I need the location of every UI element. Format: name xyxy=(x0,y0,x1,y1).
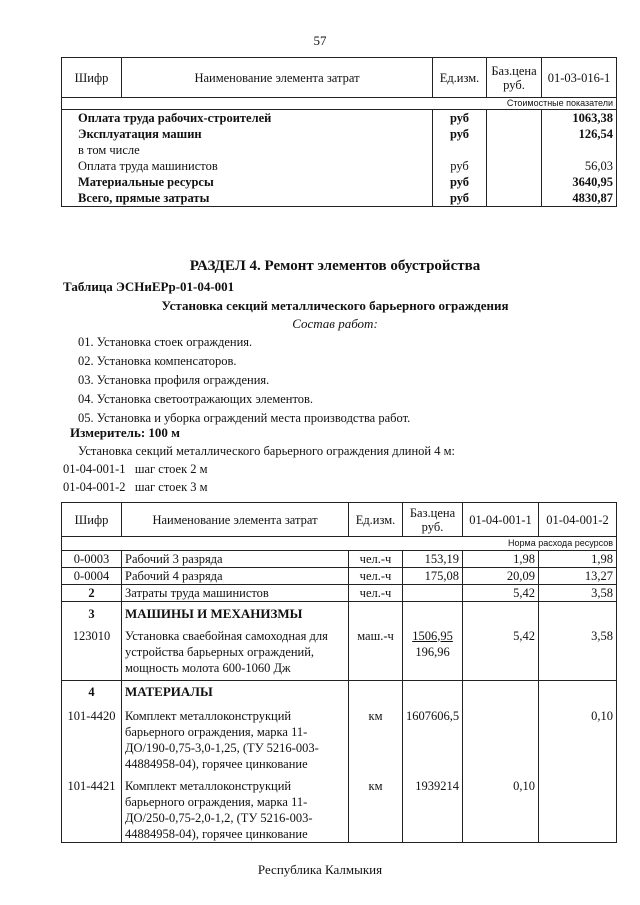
variant-line xyxy=(63,479,208,496)
variant-code: 01-04-001-1 xyxy=(63,462,126,476)
row-code: 123010 xyxy=(62,624,122,681)
row-value-2: 13,27 xyxy=(539,568,617,585)
section-title: РАЗДЕЛ 4. Ремонт элементов обустройства xyxy=(189,258,481,274)
row-name: Комплект металлоконструкций барьерного ограждения, марка 11-ДО/250-0,75-2,0-1,2, (ТУ 5216-003-44884958-04), горячее цинкование xyxy=(122,778,349,843)
row-unit: км xyxy=(349,778,403,843)
table-row-unit: руб xyxy=(433,110,487,127)
row-value-2: 0,10 xyxy=(539,702,617,778)
row-code: 3 xyxy=(62,602,122,624)
col-header-code: Шифр xyxy=(62,503,122,537)
table-title: Установка секций металлического барьерного ограждения xyxy=(161,298,509,313)
work-list xyxy=(78,334,410,427)
table-cell-empty xyxy=(403,680,463,702)
table-section-row xyxy=(62,680,617,702)
work-item: 03. Установка профиля ограждения. xyxy=(78,373,270,387)
table-cell-empty xyxy=(539,602,617,624)
row-price: 153,19 xyxy=(403,551,463,568)
row-code: 4 xyxy=(62,680,122,702)
resource-table xyxy=(61,502,617,843)
col-header-price: Баз.цена руб. xyxy=(403,503,463,537)
table-row xyxy=(62,568,617,585)
col-header-price: Баз.цена руб. xyxy=(487,58,542,98)
table-row xyxy=(62,624,617,681)
page-number: 57 xyxy=(313,33,327,48)
work-item: 05. Установка и уборка ограждений места производства работ. xyxy=(78,411,411,425)
table-row-value: 3640,95 xyxy=(542,174,617,190)
row-value-1 xyxy=(463,702,539,778)
table-row-unit: руб xyxy=(433,158,487,174)
table-row xyxy=(62,778,617,843)
measure: Измеритель: 100 м xyxy=(70,425,181,440)
table-row-value: 1063,38 xyxy=(542,110,617,127)
table-row-value: 126,54 xyxy=(542,126,617,142)
table-row-value: 56,03 xyxy=(542,158,617,174)
table-label: Таблица ЭСНиЕРр-01-04-001 xyxy=(63,279,235,294)
row-name: Рабочий 4 разряда xyxy=(122,568,349,585)
row-price: 1939214 xyxy=(403,778,463,843)
table-cell-empty xyxy=(487,126,542,142)
table-cell-empty xyxy=(463,680,539,702)
table-row-unit: руб xyxy=(433,174,487,190)
row-name: Установка сваебойная самоходная для устройства барьерных ограждений, мощность молота 600-1060 Дж xyxy=(122,624,349,681)
row-unit: маш.-ч xyxy=(349,624,403,681)
table-row xyxy=(62,702,617,778)
table-cell-empty xyxy=(487,190,542,207)
row-value-1: 5,42 xyxy=(463,624,539,681)
row-code: 0-0004 xyxy=(62,568,122,585)
row-value-1: 20,09 xyxy=(463,568,539,585)
row-value-2: 3,58 xyxy=(539,624,617,681)
row-name: Комплект металлоконструкций барьерного ограждения, марка 11-ДО/190-0,75-3,0-1,25, (ТУ 5216-003-44884958-04), горячее цинкование xyxy=(122,702,349,778)
table-cell-empty xyxy=(349,602,403,624)
row-name: МАШИНЫ И МЕХАНИЗМЫ xyxy=(122,602,349,624)
row-value-1: 5,42 xyxy=(463,585,539,602)
work-heading: Состав работ: xyxy=(292,316,378,331)
col-header-ref2: 01-04-001-2 xyxy=(539,503,617,537)
row-value-2: 3,58 xyxy=(539,585,617,602)
table-subheader: Стоимостные показатели xyxy=(62,98,617,110)
row-unit: км xyxy=(349,702,403,778)
col-header-ref1: 01-04-001-1 xyxy=(463,503,539,537)
table-cell-empty xyxy=(349,680,403,702)
row-unit: чел.-ч xyxy=(349,551,403,568)
table-cell-empty xyxy=(463,602,539,624)
table-row-name: Оплата труда рабочих-строителей xyxy=(62,110,433,127)
row-name: Затраты труда машинистов xyxy=(122,585,349,602)
description: Установка секций металлического барьерного ограждения длиной 4 м: xyxy=(78,444,456,458)
table-row-value xyxy=(542,142,617,158)
table-row xyxy=(62,585,617,602)
table-subheader: Норма расхода ресурсов xyxy=(62,537,617,551)
row-name: МАТЕРИАЛЫ xyxy=(122,680,349,702)
row-price: 1506,95 xyxy=(412,628,453,643)
row-price-cell xyxy=(403,624,463,681)
table-cell-empty xyxy=(487,158,542,174)
table-row-name: Эксплуатация машин xyxy=(62,126,433,142)
row-unit: чел.-ч xyxy=(349,568,403,585)
col-header-unit: Ед.изм. xyxy=(433,58,487,98)
work-item: 01. Установка стоек ограждения. xyxy=(78,335,253,349)
row-price: 175,08 xyxy=(403,568,463,585)
table-cell-empty xyxy=(539,680,617,702)
table-cell-empty xyxy=(487,174,542,190)
row-code: 101-4420 xyxy=(62,702,122,778)
col-header-code: Шифр xyxy=(62,58,122,98)
row-value-2 xyxy=(539,778,617,843)
variant-code: 01-04-001-2 xyxy=(63,480,126,494)
variant-text: шаг стоек 2 м xyxy=(134,462,208,476)
table-row xyxy=(62,551,617,568)
col-header-unit: Ед.изм. xyxy=(349,503,403,537)
table-row-unit: руб xyxy=(433,190,487,207)
table-row-value: 4830,87 xyxy=(542,190,617,207)
table-row-name: Материальные ресурсы xyxy=(62,174,433,190)
col-header-name: Наименование элемента затрат xyxy=(122,503,349,537)
row-value-2: 1,98 xyxy=(539,551,617,568)
table-row-unit: руб xyxy=(433,126,487,142)
table-cell-empty xyxy=(487,142,542,158)
row-price xyxy=(403,585,463,602)
table-row-name: Оплата труда машинистов xyxy=(62,158,433,174)
row-code: 101-4421 xyxy=(62,778,122,843)
work-item: 02. Установка компенсаторов. xyxy=(78,354,237,368)
cost-table xyxy=(61,57,617,207)
table-row-unit xyxy=(433,142,487,158)
table-cell-empty xyxy=(403,602,463,624)
page-footer: Республика Калмыкия xyxy=(257,862,383,877)
table-row-name: в том числе xyxy=(62,142,433,158)
row-name: Рабочий 3 разряда xyxy=(122,551,349,568)
col-header-name: Наименование элемента затрат xyxy=(122,58,433,98)
table-cell-empty xyxy=(487,110,542,127)
table-section-row xyxy=(62,602,617,624)
table-row-name: Всего, прямые затраты xyxy=(62,190,433,207)
row-price-2: 196,96 xyxy=(415,644,450,659)
row-price: 1607606,5 xyxy=(403,702,463,778)
work-item: 04. Установка светоотражающих элементов. xyxy=(78,392,314,406)
variant-line xyxy=(63,461,208,478)
row-code: 2 xyxy=(62,585,122,602)
row-code: 0-0003 xyxy=(62,551,122,568)
row-value-1: 0,10 xyxy=(463,778,539,843)
variant-text: шаг стоек 3 м xyxy=(134,480,208,494)
row-unit: чел.-ч xyxy=(349,585,403,602)
row-value-1: 1,98 xyxy=(463,551,539,568)
col-header-ref: 01-03-016-1 xyxy=(542,58,617,98)
